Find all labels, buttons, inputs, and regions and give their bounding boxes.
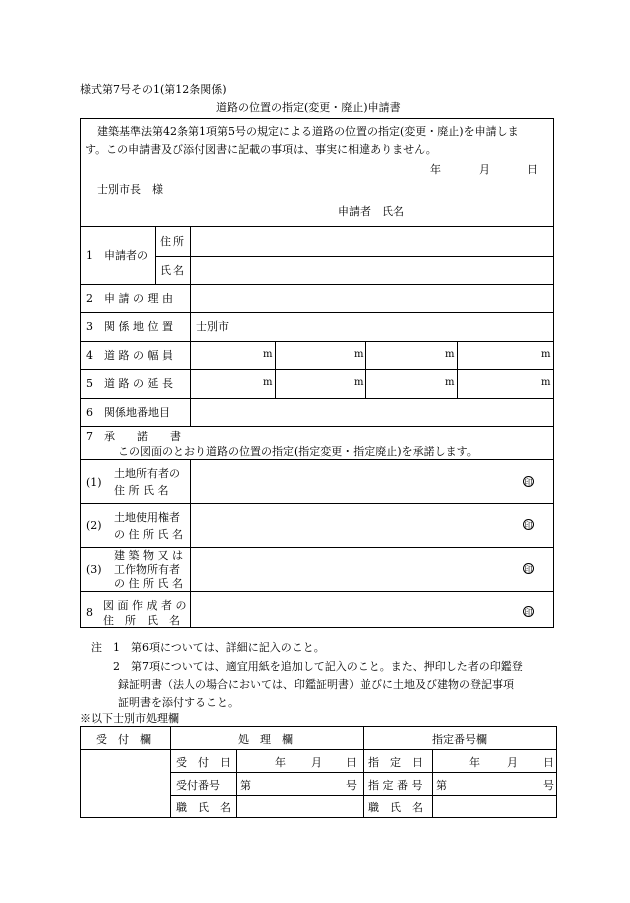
consent-text: この図面のとおり道路の位置の指定(指定変更・指定廃止)を承諾します。	[118, 445, 478, 458]
designation-date-day: 日	[543, 756, 554, 769]
road-width-label: 4 道 路 の 幅 員	[86, 349, 173, 362]
seal-mark-3: 印	[524, 565, 533, 574]
applicant-name-field-label: 氏名	[160, 264, 186, 277]
receipt-date-day: 日	[346, 756, 357, 769]
designation-number-prefix: 第	[436, 779, 447, 792]
lot-number-field[interactable]	[191, 399, 553, 425]
lot-number-label: 6 関係地番地目	[86, 406, 170, 419]
date-year: 年	[430, 163, 441, 176]
note-2-line-2: 録証明書（法人の場合においては、印鑑証明書）並びに土地及び建物の登記事項	[118, 678, 514, 691]
location-value: 士別市	[196, 320, 229, 333]
road-length-unit-1: m	[263, 377, 273, 388]
drawing-author-line-2: 住 所 氏 名	[103, 614, 180, 627]
addressee: 士別市長 様	[97, 183, 163, 196]
designation-date-year: 年	[469, 756, 480, 769]
note-2-line-3: 証明書を添付すること。	[118, 696, 239, 709]
road-length-unit-4: m	[541, 377, 551, 388]
applicant-address-field[interactable]	[191, 227, 553, 255]
applicant-name-field[interactable]	[191, 257, 553, 283]
consent-1-number: (1)	[86, 476, 102, 489]
designation-date-label: 指 定 日	[368, 756, 423, 769]
note-1-text: 第6項については、詳細に記入のこと。	[131, 641, 325, 654]
receipt-number-label: 受付番号	[176, 779, 220, 792]
consent-2-line-2: の 住 所 氏 名	[114, 528, 183, 541]
note-2-line-1: 第7項については、適宜用紙を追加して記入のこと。また、押印した者の印鑑登	[131, 660, 523, 673]
note-label: 注	[91, 641, 102, 654]
designation-date-month: 月	[507, 756, 518, 769]
road-length-label: 5 道 路 の 延 長	[86, 377, 173, 390]
applicant-address-label: 住所	[160, 235, 186, 248]
seal-mark-4: 印	[524, 608, 533, 617]
receipt-column-header: 受 付 欄	[96, 733, 151, 746]
note-2-number: 2	[113, 660, 120, 673]
road-length-unit-2: m	[354, 377, 364, 388]
date-month: 月	[479, 163, 490, 176]
receipt-date-label: 受 付 日	[176, 756, 231, 769]
road-width-unit-3: m	[445, 349, 455, 360]
number-column-header: 指定番号欄	[432, 733, 487, 746]
road-width-unit-4: m	[541, 349, 551, 360]
consent-label: 7 承 諾 書	[86, 430, 181, 443]
applicant-label: 1 申請者の	[86, 249, 148, 262]
note-1-number: 1	[113, 641, 120, 654]
form-number: 様式第7号その1(第12条関係)	[80, 83, 227, 96]
date-day: 日	[527, 163, 538, 176]
receipt-date-year: 年	[275, 756, 286, 769]
designation-number-label: 指 定 番 号	[368, 779, 423, 792]
consent-2-line-1: 土地使用権者	[114, 511, 180, 524]
consent-1-line-1: 土地所有者の	[114, 467, 180, 480]
drawing-author-line-1: 図 面 作 成 者 の	[103, 599, 187, 612]
road-length-unit-3: m	[445, 377, 455, 388]
seal-mark-2: 印	[524, 521, 533, 530]
drawing-author-number: 8	[86, 606, 93, 619]
receipt-number-prefix: 第	[240, 779, 251, 792]
reason-field[interactable]	[191, 285, 553, 311]
location-field[interactable]	[240, 313, 553, 340]
consent-2-number: (2)	[86, 519, 102, 532]
process-column-header: 処 理 欄	[238, 733, 293, 746]
road-width-unit-2: m	[354, 349, 364, 360]
seal-mark-1: 印	[524, 478, 533, 487]
consent-3-line-3: の 住 所 氏 名	[114, 577, 183, 590]
office-use-caption: ※以下士別市処理欄	[80, 712, 179, 725]
designation-number-suffix: 号	[543, 779, 554, 792]
consent-1-line-2: 住 所 氏 名	[114, 484, 169, 497]
reason-label: 2 申 請 の 理 由	[86, 292, 173, 305]
intro-line-2: す。この申請書及び添付図書に記載の事項は、事実に相違ありません。	[85, 143, 437, 156]
receipt-number-suffix: 号	[346, 779, 357, 792]
receipt-date-month: 月	[311, 756, 322, 769]
receipt-officer-label: 職 氏 名	[176, 801, 231, 814]
consent-3-number: (3)	[86, 563, 102, 576]
consent-3-line-2: 工作物所有者	[114, 563, 180, 576]
road-width-unit-1: m	[263, 349, 273, 360]
page-title: 道路の位置の指定(変更・廃止)申請書	[216, 101, 401, 114]
location-label: 3 関 係 地 位 置	[86, 320, 173, 333]
intro-line-1: 建築基準法第42条第1項第5号の規定による道路の位置の指定(変更・廃止)を申請しま	[97, 125, 519, 138]
consent-3-line-1: 建 築 物 又 は	[114, 549, 183, 562]
applicant-name-label: 申請者 氏名	[338, 205, 404, 218]
designation-officer-label: 職 氏 名	[368, 801, 423, 814]
